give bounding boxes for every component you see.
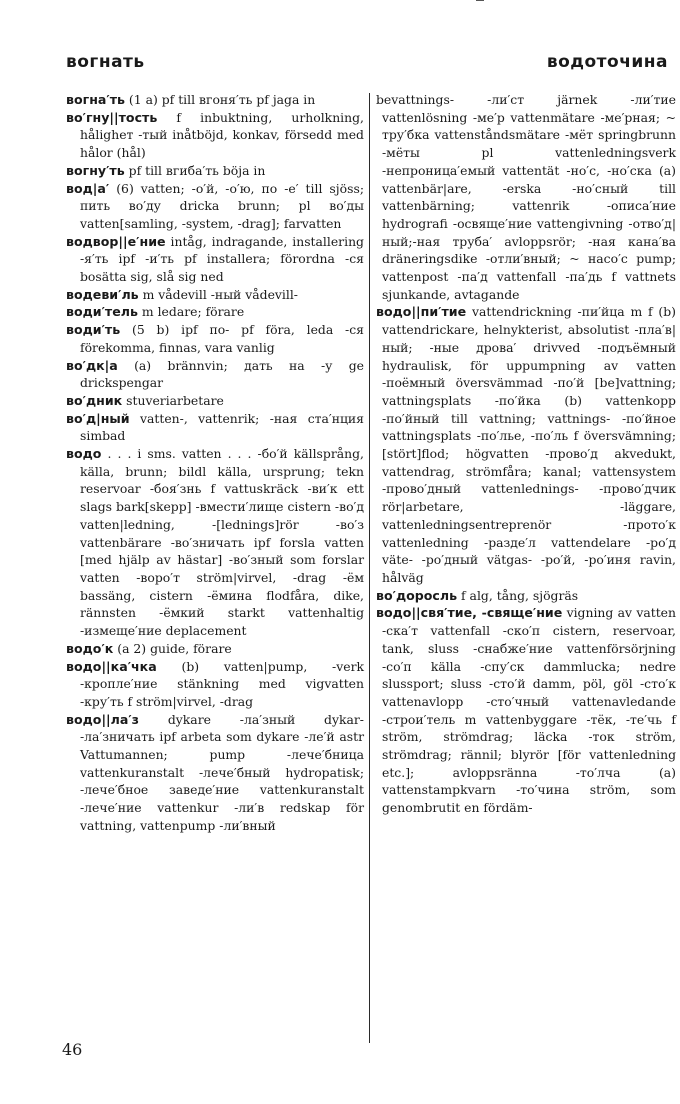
entry-headword: вогну′ть (66, 162, 125, 178)
right-running-headword: водоточина (546, 52, 668, 72)
entry-headword: водо||пи′тие (376, 304, 467, 320)
entry-headword: во′дник (66, 392, 123, 408)
dictionary-entry (66, 303, 364, 321)
entry-headword: во′доросль (376, 587, 458, 603)
dictionary-entry (66, 286, 364, 304)
entry-headword: вогна′ть (66, 92, 125, 107)
dictionary-entry (66, 445, 364, 640)
entry-headword: во′гну||тость (66, 109, 158, 125)
dictionary-entry (66, 711, 364, 835)
entry-definition: f inbuktning, urholkning, håligheт -тый inåtböjd, konkav, försedd med hålor (hål) (80, 109, 364, 161)
entry-headword: вод|а′ (66, 180, 110, 196)
entry-definition: m vådevill -ный vådevill- (138, 286, 298, 302)
entry-definition: (6) vatten; -о′й, -о′ю, по -е′ till sjöss; пить во′ду dricka brunn; pl во′ды vatten[samling, -system, -drag]; farvatten (80, 180, 364, 231)
entry-definition: bevattnings- -ли′ст järnek -ли′тие vattenlösning -ме′р vattenmätare -ме′рная; ~ тру′бка vattenståndsmätare -мёт springbrunn -мёты pl vattenledningsverk -непроница′емый vattentät -но′с, -но′ска (a) vattenbär|are, -erska -но′сный till vattenbärning; vattenrik -описа′ние hydrografi -освяще′ние vattengivning -отво′д|ный;-ная труба′ avloppsrör; -ная кана′ва dräneringsdike -отли′вный; ~ насо′с pump; vattenpost -па′д vattenfall -па′дь f vattnets sjunkande, avtagande (376, 92, 676, 302)
left-column (66, 91, 364, 835)
left-running-headword: вогнать (66, 52, 145, 72)
dictionary-entry (66, 180, 364, 233)
entry-headword: водеви′ль (66, 286, 139, 302)
entry-definition: pf till вгиба′ть böja in (124, 162, 266, 178)
page-number: 46 (62, 1040, 83, 1059)
right-column (376, 91, 676, 817)
dictionary-entry (66, 109, 364, 162)
entry-definition: m ledare; förare (137, 304, 245, 320)
entry-headword: во′дк|а (66, 357, 118, 373)
dictionary-entry (66, 233, 364, 286)
entry-definition: vatten-, vattenrik; -ная ста′нция simbad (80, 410, 364, 444)
entry-definition: (a 2) guide, förare (113, 640, 232, 656)
entry-definition: (1 a) pf till вгоня′ть pf jaga in (124, 92, 316, 107)
dictionary-entry (66, 640, 364, 658)
entry-definition: stuveriarbetare (122, 392, 224, 408)
dictionary-entry (66, 410, 364, 445)
top-edge-mark (476, 0, 484, 1)
entry-headword: води′тель (66, 304, 138, 320)
entry-headword: водо||ка′чка (66, 658, 157, 674)
entry-definition: (a) brännvin; дать на -у ge drickspengar (80, 357, 364, 391)
entry-definition: intåg, indragande, installering -я′ть ipf -и′ть pf installera; förordna -ся bosätta sig, slå sig ned (80, 233, 364, 285)
entry-headword: води′ть (66, 322, 121, 338)
entry-headword: во′д|ный (66, 410, 130, 426)
entry-definition: vigning av vatten -ска′т vattenfall -ско′п cistern, reservoar, tank, sluss -снабже′ние vattenförsörjning -со′п källa -спу′ск dammlucka; nedre slussport; sluss -сто′й damm, pöl, göl -сто′к vattenavlopp -сто′чный vattenavledande -строи′тель m vattenbyggare -тёк, -те′чь f ström, strömdrag; läcka -ток ström, strömdrag; rännil; blyrör [för vattenledning etc.]; avloppsränna -то′лча (a) vattenstampkvarn -то′чина ström, som genombrutit en fördäm- (382, 605, 676, 816)
dictionary-entry (376, 91, 676, 303)
dictionary-entry (66, 162, 364, 180)
entry-headword: водвор||е′ние (66, 233, 166, 249)
entry-definition: dykare -ла′зный dykar- -ла′зничать ipf arbeta som dykare -ле′й astr Vattumannen; pump -лече′бница vattenkuranstalt -лече′бный hydropatisk; -лече′бное заведе′ние vattenkuranstalt -лече′ние vattenkur -ли′в redskap för vattning, vattenpump -ли′вный (80, 711, 364, 833)
entry-definition: vattendrickning -пи′йца m f (b) vattendrickare, helnykterist, absolutist -пла′в|ный; -ные дрова′ drivved -подъёмный hydraulisk, för uppumpning av vatten -поёмный översvämmad -по′й [be]vattning; vattningsplats -по′йка (b) vattenkopp -по′йный till vattning; vattnings- -по′йное vattningsplats -по′лье, -по′ль f översvämning; [stört]flod; högvatten -прово′д akvedukt, vattendrag, strömfåra; kanal; vattensystem -прово′дный vattenlednings- -прово′дчик rör|arbetare, -läggare, vattenledningsentreprenör -прото′к vattenledning -разде′л vattendelare -ро′д väte- -ро′дный vätgas- -ро′й, -ро′иня ravin, hålväg (382, 304, 676, 585)
entry-definition: (5 b) ipf по- pf föra, leda -ся förekomma, finnas, vara vanlig (80, 322, 364, 355)
dictionary-entry (66, 658, 364, 711)
entry-headword: водо||свя′тие, -свяще′ние (376, 605, 563, 621)
dictionary-entry (66, 392, 364, 410)
dictionary-entry (376, 303, 676, 586)
entry-definition: . . . i sms. vatten . . . -бо′й källsprång, källa, brunn; bildl källa, ursprung; tekn reservoar -боя′знь f vattuskräck -ви′к ett slags bark[skepp] -вмести′лище cistern -во′д vatten|ledning, -[lednings]rör -во′з vattenbärare -во′зничать ipf forsla vatten [med hjälp av hästar] -во′зный som forslar vatten -воро′т ström|virvel, -drag -ём bassäng, cistern -ёмина flodfåra, dike, rännsten -ёмкий starkt vattenhaltig -измеще′ние deplacement (80, 446, 364, 639)
entry-headword: водо′к (66, 640, 114, 656)
dictionary-entry (66, 321, 364, 356)
entry-headword: водо (66, 446, 102, 462)
dictionary-entry (66, 357, 364, 392)
dictionary-entry (376, 587, 676, 605)
column-divider (369, 93, 370, 1043)
dictionary-entry (66, 91, 364, 109)
entry-definition: (b) vatten|pump, -verk -кропле′ние stänkning med vigvatten -кру′ть f ström|virvel, -drag (80, 658, 364, 709)
entry-headword: водо||ла′з (66, 711, 140, 727)
entry-definition: f alg, tång, sjögräs (457, 587, 579, 603)
dictionary-entry (376, 604, 676, 816)
